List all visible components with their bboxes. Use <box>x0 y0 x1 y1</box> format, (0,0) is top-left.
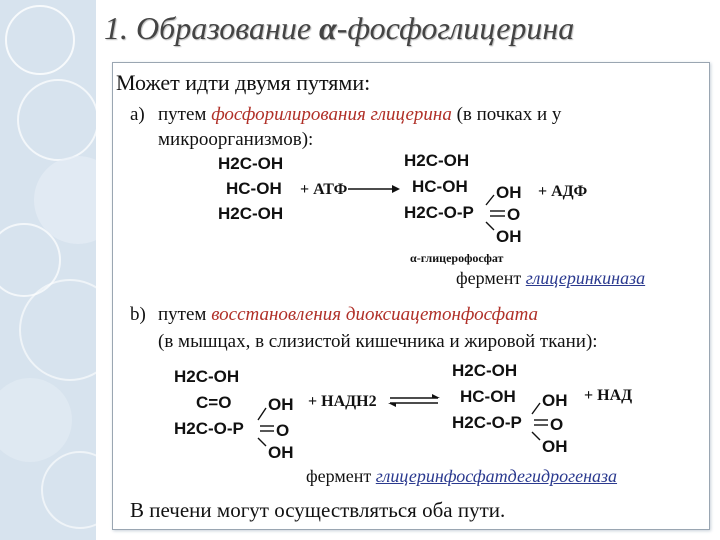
reaction-b-product-line2: HC-OH <box>460 387 516 406</box>
reaction-a-phosphate-o: O <box>507 205 521 224</box>
reaction-b-phosphate-oh2: OH <box>268 443 294 462</box>
reaction-b-reactant-line2: C=O <box>196 393 232 412</box>
path-b-text: путем восстановления диоксиацетонфосфата <box>158 304 539 325</box>
reaction-b-product-line3: H2C-O-P <box>452 413 522 432</box>
path-b-text-cont: (в мышцах, в слизистой кишечника и жировой ткани): <box>158 331 598 352</box>
reaction-a-reactant-line3: H2C-OH <box>218 204 284 223</box>
reaction-b-byproduct: + НАД <box>584 387 633 404</box>
path-b-marker: b) <box>130 304 146 325</box>
reaction-b-product-phosphate-o: O <box>550 415 564 434</box>
path-a-marker: a) <box>130 104 145 125</box>
reaction-a-product-line2: HC-OH <box>412 177 468 196</box>
reaction-a-byproduct: + АДФ <box>538 183 588 200</box>
path-a-text: путем фосфорилирования глицерина (в почках и у <box>158 104 562 125</box>
reaction-a-reactant-line1: H2C-OH <box>218 154 284 173</box>
reaction-b-product-phosphate-oh1: OH <box>542 391 568 410</box>
reaction-b-reactant-line3: H2C-O-P <box>174 419 244 438</box>
reaction-a-product-line3: H2C-O-P <box>404 203 474 222</box>
reaction-b-product-phosphate-oh2: OH <box>542 437 568 456</box>
path-b-highlight: восстановления диоксиацетонфосфата <box>211 304 539 325</box>
conclusion-text: В печени могут осуществляться оба пути. <box>130 498 506 522</box>
path-b-enzyme: фермент глицеринфосфатдегидрогеназа <box>306 466 618 486</box>
reaction-b-product-line1: H2C-OH <box>452 361 518 380</box>
reaction-a-product-line1: H2C-OH <box>404 151 470 170</box>
intro-text: Может идти двумя путями: <box>116 70 371 95</box>
arrow-head-icon <box>432 394 440 398</box>
alpha-symbol: α <box>319 10 337 46</box>
reaction-b-phosphate-oh1: OH <box>268 395 294 414</box>
reaction-a-product-caption: α-глицерофосфат <box>410 251 504 265</box>
path-a-text-cont: микроорганизмов): <box>158 129 314 150</box>
reaction-b-reactant-line1: H2C-OH <box>174 367 240 386</box>
reaction-a-reactant-line2: HC-OH <box>226 179 282 198</box>
arrow-head-icon <box>388 403 396 407</box>
reaction-b-reagent: + НАДН2 <box>308 393 377 410</box>
slide-title: 1. Образование α-фосфоглицерина <box>104 10 575 46</box>
path-a-enzyme-name: глицеринкиназа <box>525 268 646 288</box>
reaction-a-phosphate-oh2: OH <box>496 227 522 246</box>
path-b-enzyme-name: глицеринфосфатдегидрогеназа <box>375 466 618 486</box>
reaction-a-reagent: + АТФ <box>300 181 348 198</box>
reaction-b-phosphate-o: O <box>276 421 290 440</box>
reaction-a-phosphate-oh1: OH <box>496 183 522 202</box>
path-a-enzyme: фермент глицеринкиназа <box>456 268 646 288</box>
path-a-highlight: фосфорилирования глицерина <box>211 104 452 125</box>
